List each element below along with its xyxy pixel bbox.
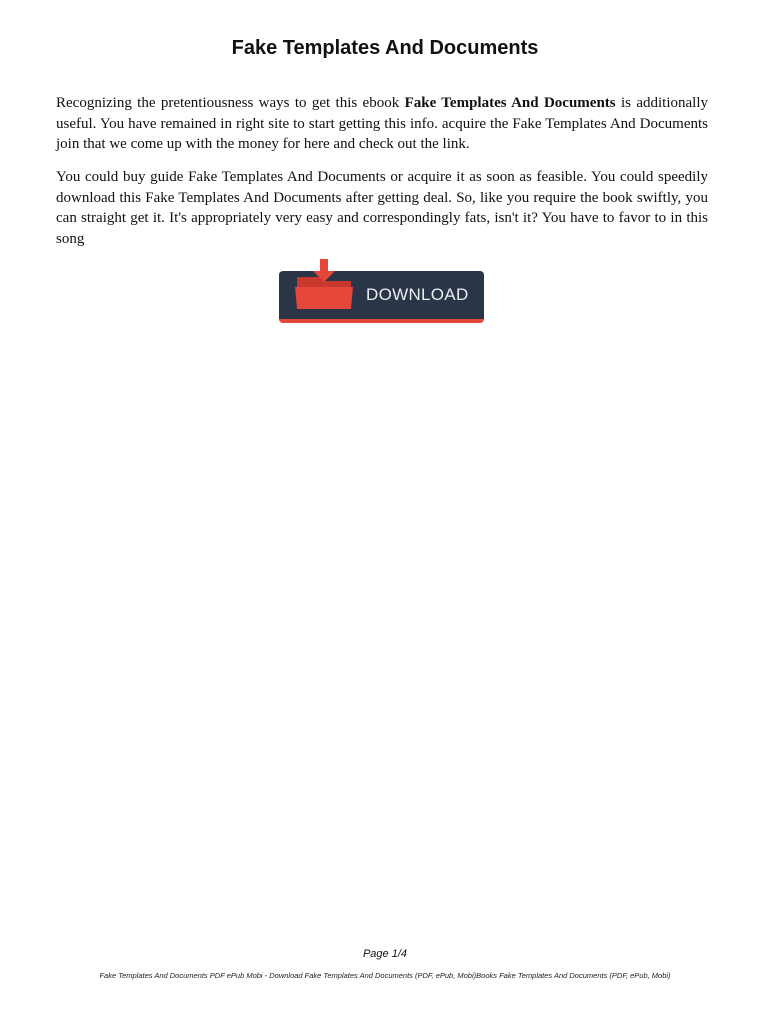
download-button-label: DOWNLOAD <box>366 285 469 304</box>
folder-download-icon <box>293 257 355 311</box>
intro-text-bold-title: Fake Templates And Documents <box>404 95 616 111</box>
intro-text-start: Recognizing the pretentiousness ways to get this ebook <box>56 95 405 111</box>
page-number: Page 1/4 <box>362 948 408 960</box>
body-paragraph: You could buy guide Fake Templates And Documents or acquire it as soon as feasible. You could speedily download this Fake Templates And Documents after getting deal. So, like you require the book swiftly, you can straight get it. It's appropriately very easy and correspondingly fats, isn't it? You have to favor to in this song <box>56 169 708 247</box>
page-footer: Fake Templates And Documents PDF ePub Mobi - Download Fake Templates And Documents (PDF, ePub, Mobi)Books Fake Templates And Documents (PDF, ePub, Mobi) <box>99 971 671 980</box>
intro-paragraph <box>56 93 708 155</box>
page-title: Fake Templates And Documents <box>231 37 539 59</box>
download-button[interactable] <box>279 271 484 323</box>
intro-text-end: is additionally useful. You have remained in right site to start getting this info. acquire the Fake Templates And Documents join that we come up with the money for here and check out the link. <box>56 95 708 152</box>
